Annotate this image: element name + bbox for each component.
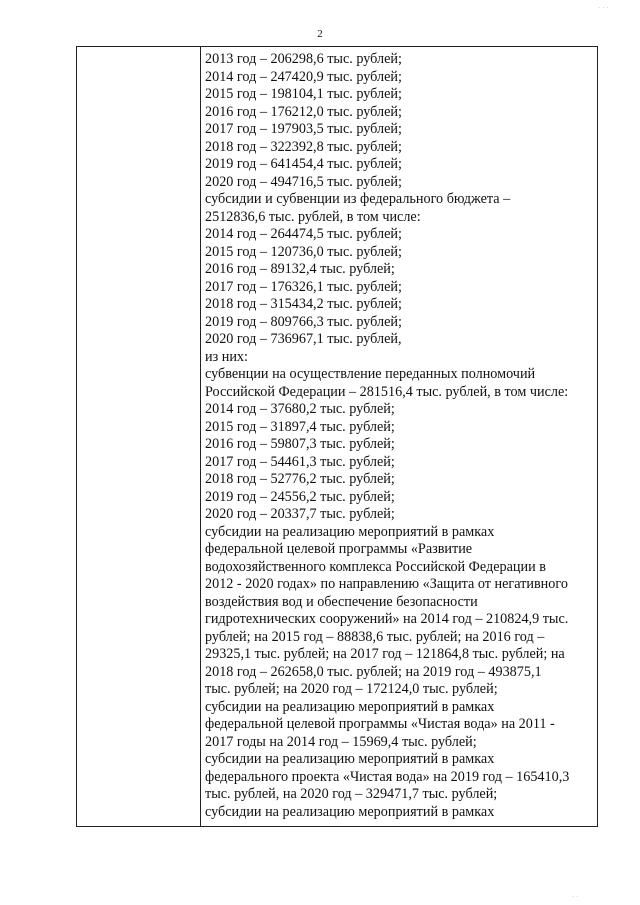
text-line: 2016 год – 59807,3 тыс. рублей; bbox=[205, 436, 395, 452]
text-line: 2017 годы на 2014 год – 15969,4 тыс. рублей; bbox=[205, 733, 477, 750]
text-line: 2018 год – 315434,2 тыс. рублей; bbox=[205, 296, 402, 312]
column-divider bbox=[200, 47, 201, 826]
text-line: гидротехнических сооружений» на 2014 год – 210824,9 тыс. bbox=[205, 611, 569, 627]
text-line: 2016 год – 176212,0 тыс. рублей; bbox=[205, 103, 402, 120]
text-line: воздействия вод и обеспечение безопасности bbox=[205, 593, 478, 610]
text-line: 2015 год – 120736,0 тыс. рублей; bbox=[205, 243, 402, 260]
text-line: 2018 год – 52776,2 тыс. рублей; bbox=[205, 471, 395, 487]
text-line: субсидии на реализацию мероприятий в рамках bbox=[205, 803, 495, 820]
text-line: 29325,1 тыс. рублей; на 2017 год – 121864,8 тыс. рублей; на bbox=[205, 646, 565, 662]
text-line: 2019 год – 641454,4 тыс. рублей; bbox=[205, 156, 402, 172]
text-line: 2019 год – 24556,2 тыс. рублей; bbox=[205, 488, 395, 505]
text-line: федеральной целевой программы «Развитие bbox=[205, 541, 473, 557]
text-line: тыс. рублей; на 2020 год – 172124,0 тыс. рублей; bbox=[205, 681, 498, 697]
text-line: 2016 год – 89132,4 тыс. рублей; bbox=[205, 261, 395, 277]
text-line: 2018 год – 262658,0 тыс. рублей; на 2019 год – 493875,1 bbox=[205, 663, 542, 680]
text-line: тыс. рублей, на 2020 год – 329471,7 тыс. рублей; bbox=[205, 786, 498, 802]
text-line: 2014 год – 264474,5 тыс. рублей; bbox=[205, 226, 402, 242]
text-line: 2013 год – 206298,6 тыс. рублей; bbox=[205, 51, 402, 67]
funding-text-cell bbox=[205, 51, 593, 821]
document-table bbox=[76, 46, 598, 827]
text-line: 2020 год – 20337,7 тыс. рублей; bbox=[205, 506, 395, 522]
text-line: 2017 год – 176326,1 тыс. рублей; bbox=[205, 278, 402, 295]
text-line: 2014 год – 247420,9 тыс. рублей; bbox=[205, 68, 402, 85]
text-line: 2512836,6 тыс. рублей, в том числе: bbox=[205, 208, 421, 225]
text-line: федерального проекта «Чистая вода» на 2019 год – 165410,3 bbox=[205, 768, 570, 785]
text-line: 2014 год – 37680,2 тыс. рублей; bbox=[205, 401, 395, 417]
text-line: 2012 - 2020 годах» по направлению «Защита от негативного bbox=[205, 576, 568, 592]
text-line: федеральной целевой программы «Чистая вода» на 2011 - bbox=[205, 716, 555, 732]
page-number: 2 bbox=[317, 28, 323, 40]
text-line: субвенции на осуществление переданных полномочий bbox=[205, 366, 536, 382]
text-line: 2015 год – 31897,4 тыс. рублей; bbox=[205, 418, 395, 435]
text-line: субсидии на реализацию мероприятий в рамках bbox=[205, 523, 495, 540]
text-line: 2020 год – 736967,1 тыс. рублей, bbox=[205, 331, 402, 347]
text-line: рублей; на 2015 год – 88838,6 тыс. рублей; на 2016 год – bbox=[205, 628, 545, 645]
text-line: 2017 год – 197903,5 тыс. рублей; bbox=[205, 121, 402, 137]
text-line: 2019 год – 809766,3 тыс. рублей; bbox=[205, 313, 402, 330]
scan-artifact: · · bbox=[572, 893, 579, 901]
text-line: Российской Федерации – 281516,4 тыс. рублей, в том числе: bbox=[205, 383, 569, 400]
scan-artifact: · · · bbox=[598, 4, 609, 12]
text-line: водохозяйственного комплекса Российской Федерации в bbox=[205, 558, 546, 575]
text-line: субсидии на реализацию мероприятий в рамках bbox=[205, 751, 495, 767]
text-line: 2018 год – 322392,8 тыс. рублей; bbox=[205, 138, 402, 155]
text-line: 2015 год – 198104,1 тыс. рублей; bbox=[205, 86, 402, 102]
text-line: 2020 год – 494716,5 тыс. рублей; bbox=[205, 173, 402, 190]
text-line: субсидии на реализацию мероприятий в рамках bbox=[205, 698, 495, 715]
text-line: из них: bbox=[205, 348, 248, 365]
text-line: субсидии и субвенции из федерального бюджета – bbox=[205, 191, 511, 207]
text-line: 2017 год – 54461,3 тыс. рублей; bbox=[205, 453, 395, 470]
